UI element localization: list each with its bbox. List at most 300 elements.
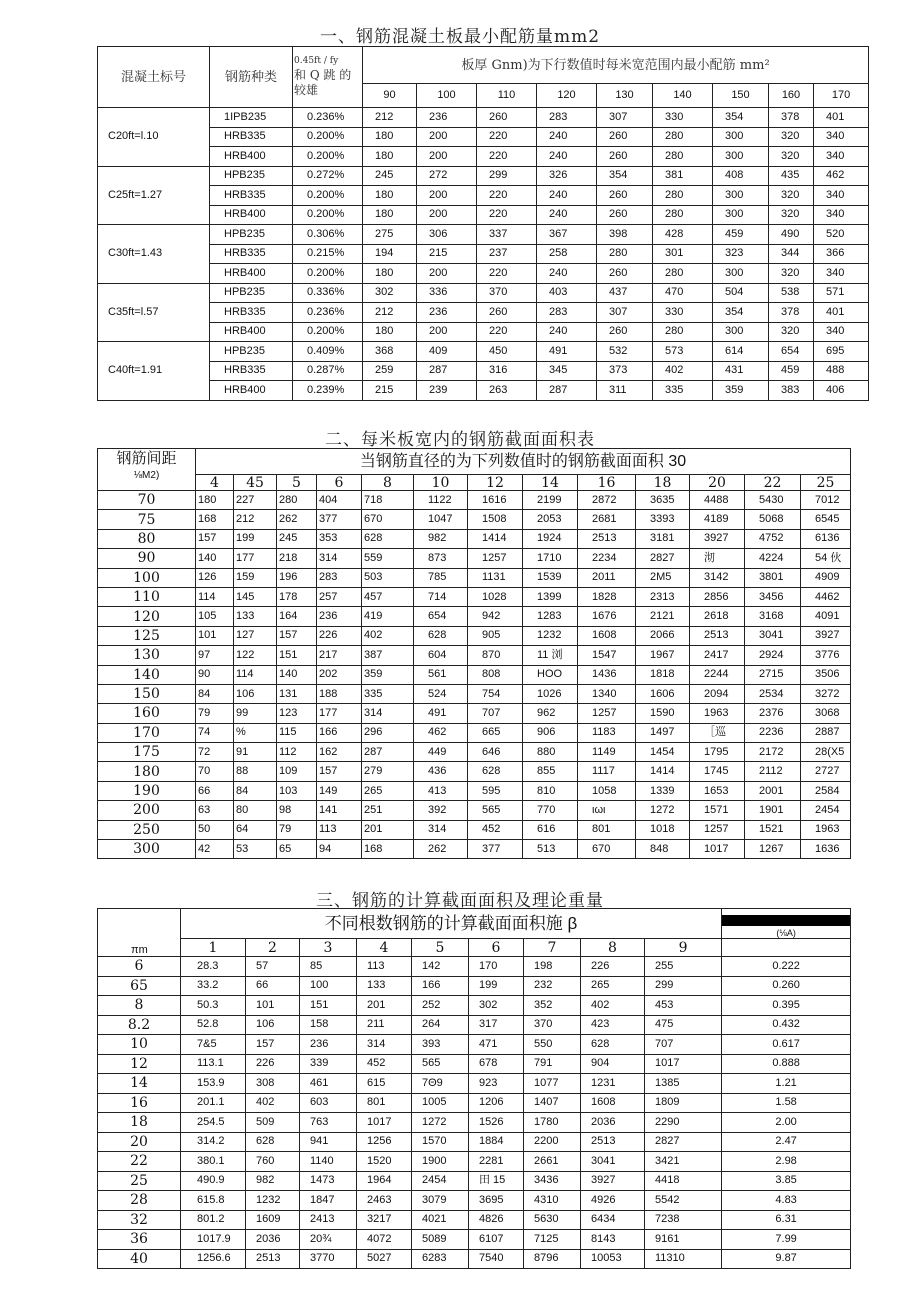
table-cell: 1257 [578,704,636,723]
table-cell: 287 [362,743,414,762]
table-cell: 84 [234,781,277,800]
table-cell: 435 [769,166,814,186]
header-ratio-line2: 和 Q 跳 的 [294,67,352,82]
table-cell: 345 [537,361,597,381]
table-cell: 614 [713,342,769,362]
table-cell: 1149 [578,743,636,762]
table-cell: 314.2 [181,1132,246,1152]
table-row [98,820,851,839]
weight-value: 9.87 [722,1249,851,1269]
table-cell: 94 [317,840,362,859]
concrete-grade: C35ft=l.57 [98,283,210,342]
table-cell: 317 [469,1015,524,1035]
table-cell: 6107 [469,1230,524,1250]
table-cell: 791 [524,1054,581,1074]
table-cell: 2036 [246,1230,300,1250]
table-row [98,665,851,684]
table-cell: 904 [581,1054,645,1074]
table-cell: 488 [814,361,869,381]
table-cell: 3927 [581,1171,645,1191]
table-cell: 387 [362,646,414,665]
table-row [98,801,851,820]
table-cell: 133 [234,607,277,626]
table-cell: 302 [469,996,524,1016]
table-cell: 340 [814,147,869,167]
table-cell: 2618 [690,607,745,626]
table-cell: 402 [362,626,414,645]
table-cell: 628 [246,1132,300,1152]
table-cell: 392 [414,801,468,820]
weight-value: 0.617 [722,1035,851,1055]
table-cell: 306 [417,225,477,245]
ratio-value: 0.200% [293,205,363,225]
table-cell: 1590 [636,704,690,723]
table-cell: 615.8 [181,1191,246,1211]
table-cell: 7540 [469,1249,524,1269]
table-cell: 431 [713,361,769,381]
table-cell: 368 [363,342,417,362]
table-cell: 1571 [690,801,745,820]
table-cell: 1206 [469,1093,524,1113]
table-cell: 3927 [690,529,745,548]
table-cell: 280 [653,322,713,342]
table-cell: 628 [581,1035,645,1055]
table-cell: 2121 [636,607,690,626]
table-cell: 1117 [578,762,636,781]
table-cell: 140 [196,549,234,568]
concrete-grade: C20ft=l.10 [98,108,210,167]
table-cell: 2290 [645,1113,722,1133]
table-cell: 74 [196,723,234,742]
table-cell: 254.5 [181,1113,246,1133]
table-cell: 307 [597,303,653,323]
table-cell: 2281 [469,1152,524,1172]
steel-type: HRB335 [210,303,293,323]
steel-type: HRB335 [210,186,293,206]
table-cell: 2534 [745,684,801,703]
table-cell: 4418 [645,1171,722,1191]
table-cell: 3635 [636,491,690,510]
area-per-meter-table [97,448,851,859]
header-spacing-label: 钢筋间距 [116,450,177,467]
table-cell: 1964 [357,1171,412,1191]
table-cell: 801 [578,820,636,839]
table-cell: 378 [769,303,814,323]
table-cell: 419 [362,607,414,626]
table-cell: 220 [477,127,537,147]
table-cell: 436 [414,762,468,781]
weight-value: 0.395 [722,996,851,1016]
table-cell: 359 [362,665,414,684]
table-cell: 239 [417,381,477,401]
table-cell: 260 [597,186,653,206]
table-cell: 520 [814,225,869,245]
table-cell: 42 [196,840,234,859]
table-row [98,840,851,859]
diameter-header: 12 [468,475,523,491]
table-cell: 1017.9 [181,1230,246,1250]
table-cell: 1272 [636,801,690,820]
table-cell: 220 [477,205,537,225]
table-cell: 260 [597,322,653,342]
table-cell: 340 [814,205,869,225]
table-cell: 1967 [636,646,690,665]
spacing-value: 90 [98,549,196,568]
header-concrete-grade: 混凝土标号 [98,47,210,108]
table-row [98,205,869,225]
table-cell: 157 [196,529,234,548]
table-cell: 272 [417,166,477,186]
table-cell: 5630 [524,1210,581,1230]
table-cell: 1414 [636,762,690,781]
table-cell: 2887 [801,723,851,742]
table-cell: 314 [362,704,414,723]
table-cell: 402 [246,1093,300,1113]
table-cell: 1232 [523,626,578,645]
table-cell: 905 [468,626,523,645]
table-cell: 2463 [357,1191,412,1211]
table-cell: 707 [645,1035,722,1055]
table-cell: 873 [414,549,468,568]
header-spacing-unit: ⅛M2) [133,470,160,481]
table-row [98,244,869,264]
table-cell: 1616 [468,491,523,510]
table-cell: 245 [363,166,417,186]
table-cell: 158 [300,1015,357,1035]
weight-value: 1.58 [722,1093,851,1113]
table-cell: 1005 [412,1093,469,1113]
table-cell: 287 [537,381,597,401]
table-cell: 307 [597,108,653,128]
table-cell: 378 [769,108,814,128]
table-cell: 4224 [745,549,801,568]
table-cell: 1818 [636,665,690,684]
table-cell: 314 [357,1035,412,1055]
table-cell: 3393 [636,510,690,529]
table-cell: 11310 [645,1249,722,1269]
ratio-value: 0.336% [293,283,363,303]
table-cell: 366 [814,244,869,264]
table-cell: 57 [246,957,300,977]
table-cell: 252 [412,996,469,1016]
table-cell: 66 [196,781,234,800]
table-cell: 1267 [745,840,801,859]
table-cell: 513 [523,840,578,859]
table-cell: 166 [317,723,362,742]
table-cell: 1653 [690,781,745,800]
table-row [98,186,869,206]
table-cell: 450 [477,342,537,362]
table-cell: 452 [468,820,523,839]
table-cell: 1521 [745,820,801,839]
table-cell: 302 [363,283,417,303]
weight-value: 2.47 [722,1132,851,1152]
table-cell: 151 [277,646,317,665]
table-cell: 201.1 [181,1093,246,1113]
thickness-header: 110 [477,84,537,108]
table-row [98,1132,851,1152]
ratio-value: 0.272% [293,166,363,186]
table-row [98,361,869,381]
table-cell: 1710 [523,549,578,568]
table-cell: 236 [300,1035,357,1055]
table-cell: 2513 [246,1249,300,1269]
table-cell: 3927 [801,626,851,645]
count-header: 6 [469,939,524,957]
count-header: 9 [645,939,722,957]
table-cell: 459 [769,361,814,381]
spacing-value: 150 [98,684,196,703]
table-cell: 65 [277,840,317,859]
table-cell: 260 [597,205,653,225]
table-cell: 402 [581,996,645,1016]
spacing-value: 190 [98,781,196,800]
spacing-value: 300 [98,840,196,859]
thickness-header: 120 [537,84,597,108]
table-cell: 1547 [578,646,636,665]
table-cell: 4189 [690,510,745,529]
ratio-value: 0.287% [293,361,363,381]
table-row [98,587,851,606]
table-cell: 2244 [690,665,745,684]
table-row [98,1171,851,1191]
weight-value: 1.21 [722,1074,851,1094]
table-cell: 459 [713,225,769,245]
table-cell: 212 [363,303,417,323]
table-cell: 157 [246,1035,300,1055]
table-cell: 3272 [801,684,851,703]
table-cell: 2727 [801,762,851,781]
steel-type: HRB400 [210,381,293,401]
table-cell: 180 [363,127,417,147]
header-weight-cell [722,909,851,939]
table-cell: 280 [653,186,713,206]
table-cell: 1636 [801,840,851,859]
table-cell: 113.1 [181,1054,246,1074]
table-cell: 323 [713,244,769,264]
diameter-header: 6 [317,475,362,491]
table-cell: 330 [653,303,713,323]
table-cell: 28(X5 [801,743,851,762]
table-cell: 1017 [690,840,745,859]
table-cell: 90 [196,665,234,684]
table-cell: 2413 [300,1210,357,1230]
concrete-grade: C25ft=1.27 [98,166,210,225]
table-cell: 2454 [412,1171,469,1191]
table-cell: 316 [477,361,537,381]
table-row [98,1015,851,1035]
table-cell: 801.2 [181,1210,246,1230]
table-cell: ［巡 [690,723,745,742]
table-cell: 3217 [357,1210,412,1230]
ratio-value: 0.200% [293,322,363,342]
table-cell: 810 [523,781,578,800]
table-cell: 97 [196,646,234,665]
table-cell: 1140 [300,1152,357,1172]
weight-value: 3.85 [722,1171,851,1191]
table-cell: 2513 [690,626,745,645]
table-cell: 1256.6 [181,1249,246,1269]
table-cell: 1436 [578,665,636,684]
steel-type: HRB400 [210,322,293,342]
table-cell: 2872 [578,491,636,510]
table-cell: 538 [769,283,814,303]
table-cell: 262 [414,840,468,859]
table-cell: 20¾ [300,1230,357,1250]
table-cell: 941 [300,1132,357,1152]
spacing-value: 75 [98,510,196,529]
table-cell: 28.3 [181,957,246,977]
table-cell: 240 [537,127,597,147]
table-cell: 524 [414,684,468,703]
table-cell: 707 [468,704,523,723]
table-row [98,225,869,245]
table-cell: 218 [277,549,317,568]
table-cell: 180 [363,186,417,206]
table-cell: 265 [362,781,414,800]
table-cell: 180 [363,147,417,167]
table-cell: 801 [357,1093,412,1113]
table-cell: 264 [412,1015,469,1035]
table-cell: 80 [234,801,277,820]
table-cell: 199 [234,529,277,548]
table-cell: 452 [357,1054,412,1074]
table-cell: 1131 [468,568,523,587]
table-cell: 170 [469,957,524,977]
ratio-value: 0.236% [293,108,363,128]
diameter-value: 16 [98,1093,181,1113]
table-row [98,723,851,742]
table-cell: 220 [477,186,537,206]
table-cell: 263 [477,381,537,401]
table-row [98,762,851,781]
table-cell: 113 [317,820,362,839]
table-cell: 280 [653,127,713,147]
table-cell: 1017 [357,1113,412,1133]
table-cell: 855 [523,762,578,781]
table-cell: 3506 [801,665,851,684]
diameter-value: 14 [98,1074,181,1094]
table-row [98,1074,851,1094]
table-cell: 126 [196,568,234,587]
table-cell: 491 [537,342,597,362]
table-cell: 1676 [578,607,636,626]
table-cell: 785 [414,568,468,587]
table-cell: 63 [196,801,234,820]
table-cell: 490.9 [181,1171,246,1191]
spacing-value: 170 [98,723,196,742]
table-cell: 8143 [581,1230,645,1250]
steel-type: HPB235 [210,283,293,303]
table-cell: 1256 [357,1132,412,1152]
table-cell: 3801 [745,568,801,587]
weight-value: 2.00 [722,1113,851,1133]
black-bar [722,915,850,926]
table-row [98,684,851,703]
table-cell: 220 [477,147,537,167]
ratio-value: 0.306% [293,225,363,245]
table-cell: 7238 [645,1210,722,1230]
table-cell: 田 15 [469,1171,524,1191]
table-cell: 453 [645,996,722,1016]
table-cell: 1232 [246,1191,300,1211]
table-row [98,264,869,284]
table-cell: 79 [196,704,234,723]
table-row [98,976,851,996]
table-cell: 457 [362,587,414,606]
table-cell: 1026 [523,684,578,703]
spacing-value: 250 [98,820,196,839]
table-cell: 2094 [690,684,745,703]
table-cell: 236 [317,607,362,626]
table-row [98,1210,851,1230]
table-cell: 88 [234,762,277,781]
table-cell: 340 [814,127,869,147]
table-cell: 1231 [581,1074,645,1094]
table-cell: 359 [713,381,769,401]
steel-type: HRB400 [210,147,293,167]
table-cell: 280 [653,205,713,225]
table-cell: 227 [234,491,277,510]
thickness-header: 160 [769,84,814,108]
header-steel-type: 钢筋种类 [210,47,293,108]
table-cell: 320 [769,264,814,284]
table-row [98,568,851,587]
table-cell: 340 [814,186,869,206]
table-cell: 280 [597,244,653,264]
thickness-header: 130 [597,84,653,108]
header-ratio [293,47,363,108]
count-header: 2 [246,939,300,957]
table-cell: 260 [477,303,537,323]
spacing-value: 110 [98,587,196,606]
table-row [98,957,851,977]
header-count-span: 不同根数钢筋的计算截面面积施 β [181,909,722,939]
table-cell: 沏 [690,549,745,568]
weight-value: 0.432 [722,1015,851,1035]
table-cell: 423 [581,1015,645,1035]
table-cell: 300 [713,147,769,167]
table-cell: 335 [362,684,414,703]
ratio-value: 0.200% [293,127,363,147]
table-row [98,166,869,186]
table-cell: 404 [317,491,362,510]
table-cell: 240 [537,264,597,284]
diameter-value: 40 [98,1249,181,1269]
table-cell: 101 [196,626,234,645]
table-cell: 320 [769,186,814,206]
table-cell: 226 [581,957,645,977]
table-cell: 595 [468,781,523,800]
table-cell: 471 [469,1035,524,1055]
table-cell: 654 [414,607,468,626]
table-row [98,1249,851,1269]
table-cell: 3142 [690,568,745,587]
table-cell: 1257 [690,820,745,839]
diameter-header: 14 [523,475,578,491]
ratio-value: 0.215% [293,244,363,264]
table-cell: 4072 [357,1230,412,1250]
table-cell: 54 伙 [801,549,851,568]
table-cell: 201 [362,820,414,839]
table-cell: 200 [417,127,477,147]
table-cell: 449 [414,743,468,762]
table-cell: 283 [537,303,597,323]
table-cell: 113 [357,957,412,977]
table-cell: 112 [277,743,317,762]
table-cell: 258 [537,244,597,264]
table-cell: 462 [414,723,468,742]
